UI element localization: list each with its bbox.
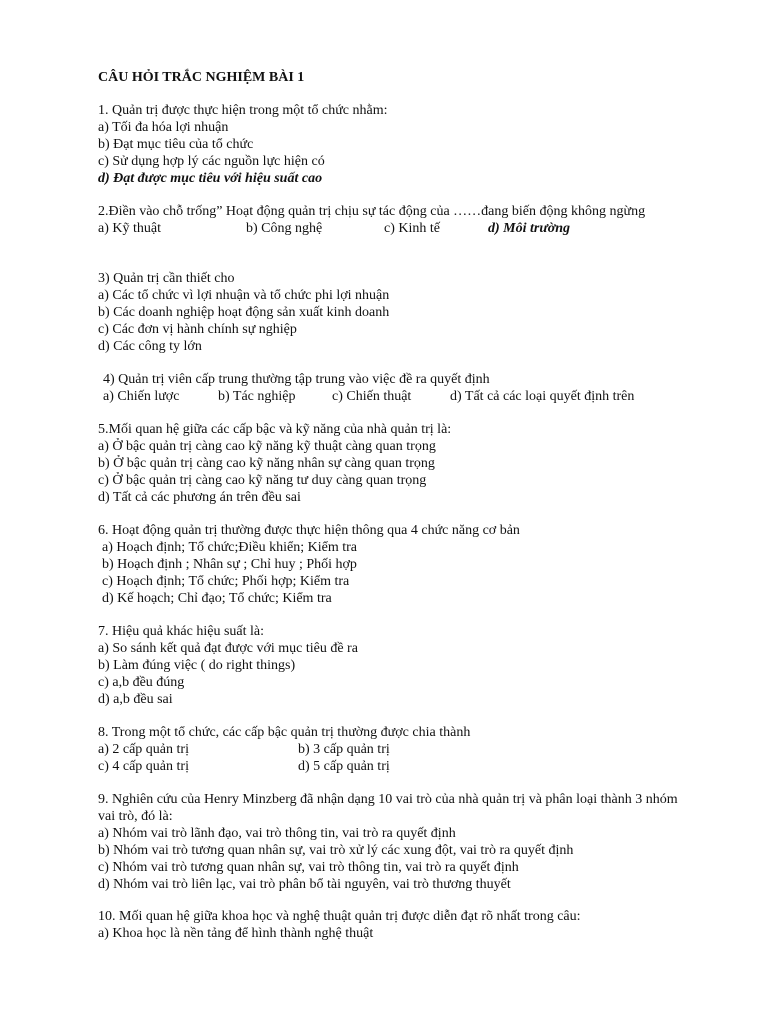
question-7 [98,623,683,708]
question-1-text: 1. Quản trị được thực hiện trong một tổ chức nhằm: [98,103,388,118]
question-4-option-a: a) Chiến lược [103,389,180,404]
question-4 [98,371,683,405]
question-4-options [98,388,683,405]
question-2-option-a: a) Kỹ thuật [98,221,161,236]
page-title: CÂU HỎI TRẮC NGHIỆM BÀI 1 [98,70,305,85]
question-8-options-row-1 [98,741,683,758]
question-2-text: 2.Điền vào chỗ trống” Hoạt động quản trị chịu sự tác động của ……đang biến động không ngừng [98,204,646,219]
question-8-text: 8. Trong một tổ chức, các cấp bậc quản trị thường được chia thành [98,725,471,740]
question-9-option-c: c) Nhóm vai trò tương quan nhân sự, vai trò thông tin, vai trò ra quyết định [98,860,519,875]
question-4-option-c: c) Chiến thuật [332,389,412,404]
question-2-option-c: c) Kinh tế [384,221,440,236]
question-8-option-a: a) 2 cấp quản trị [98,742,189,757]
question-3-option-d: d) Các công ty lớn [98,339,202,354]
question-9 [98,791,683,893]
question-6-option-d: d) Kế hoạch; Chỉ đạo; Tổ chức; Kiểm tra [102,591,332,606]
question-10-text: 10. Mối quan hệ giữa khoa học và nghệ thuật quản trị được diễn đạt rõ nhất trong câu: [98,909,581,924]
question-6-text: 6. Hoạt động quản trị thường được thực hiện thông qua 4 chức năng cơ bản [98,523,520,538]
question-9-option-d: d) Nhóm vai trò liên lạc, vai trò phân bổ tài nguyên, vai trò thương thuyết [98,877,511,892]
question-8-option-d: d) 5 cấp quản trị [298,759,390,774]
question-6 [98,522,683,607]
question-3-option-c: c) Các đơn vị hành chính sự nghiệp [98,322,297,337]
question-7-option-c: c) a,b đều đúng [98,675,185,690]
question-4-option-d: d) Tất cả các loại quyết định trên [450,389,635,404]
question-1-option-d-answer: d) Đạt được mục tiêu với hiệu suất cao [98,171,323,186]
question-2-option-b: b) Công nghệ [246,221,323,236]
question-9-option-b: b) Nhóm vai trò tương quan nhân sự, vai trò xử lý các xung đột, vai trò ra quyết định [98,843,574,858]
question-8-option-b: b) 3 cấp quản trị [298,742,390,757]
question-6-option-a: a) Hoạch định; Tổ chức;Điều khiển; Kiểm tra [102,540,357,555]
question-5-option-c: c) Ở bậc quản trị càng cao kỹ năng tư duy càng quan trọng [98,473,427,488]
question-10-option-a: a) Khoa học là nền tảng để hình thành nghệ thuật [98,926,374,941]
question-3-text: 3) Quản trị cần thiết cho [98,271,235,286]
question-7-option-a: a) So sánh kết quả đạt được với mục tiêu đề ra [98,641,358,656]
question-1-option-b: b) Đạt mục tiêu của tổ chức [98,137,254,152]
question-3 [98,270,683,355]
question-1-option-a: a) Tối đa hóa lợi nhuận [98,120,229,135]
question-7-option-b: b) Làm đúng việc ( do right things) [98,658,296,673]
question-5-option-b: b) Ở bậc quản trị càng cao kỹ năng nhân sự càng quan trọng [98,456,435,471]
question-8 [98,724,683,775]
question-4-option-b: b) Tác nghiệp [218,389,296,404]
question-3-option-b: b) Các doanh nghiệp hoạt động sản xuất kinh doanh [98,305,390,320]
question-5-text: 5.Mối quan hệ giữa các cấp bậc và kỹ năng của nhà quản trị là: [98,422,452,437]
question-4-text: 4) Quản trị viên cấp trung thường tập trung vào việc đề ra quyết định [103,372,490,387]
question-10 [98,908,683,942]
question-9-text: 9. Nghiên cứu của Henry Minzberg đã nhận dạng 10 vai trò của nhà quản trị và phân loại thành 3 nhóm vai trò, đó là: [98,792,678,824]
question-6-option-b: b) Hoạch định ; Nhân sự ; Chỉ huy ; Phối hợp [102,557,357,572]
question-8-options-row-2 [98,758,683,775]
question-2 [98,203,683,237]
question-1-option-c: c) Sử dụng hợp lý các nguồn lực hiện có [98,154,325,169]
question-7-text: 7. Hiệu quả khác hiệu suất là: [98,624,265,639]
question-5-option-a: a) Ở bậc quản trị càng cao kỹ năng kỹ thuật càng quan trọng [98,439,436,454]
question-2-option-d-answer: d) Môi trường [488,221,571,236]
question-8-option-c: c) 4 cấp quản trị [98,759,189,774]
question-1 [98,102,683,187]
question-6-option-c: c) Hoạch định; Tổ chức; Phối hợp; Kiểm tra [102,574,350,589]
question-2-options [98,220,683,237]
question-9-option-a: a) Nhóm vai trò lãnh đạo, vai trò thông tin, vai trò ra quyết định [98,826,456,841]
question-3-option-a: a) Các tổ chức vì lợi nhuận và tổ chức phi lợi nhuận [98,288,390,303]
question-5 [98,421,683,506]
question-5-option-d: d) Tất cả các phương án trên đều sai [98,490,301,505]
question-7-option-d: d) a,b đều sai [98,692,173,707]
